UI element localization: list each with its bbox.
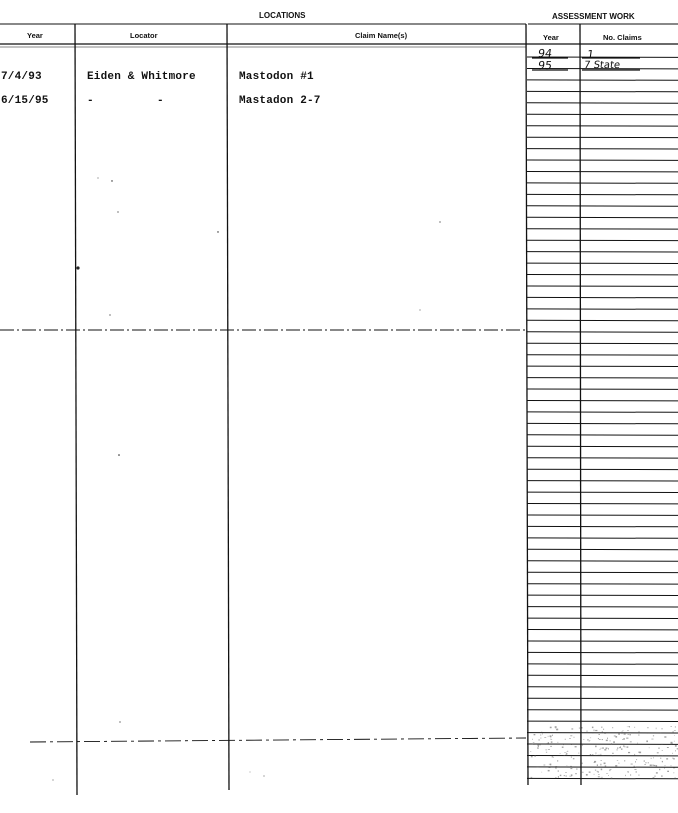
- scan-smudge: [555, 726, 557, 728]
- scan-smudge: [650, 765, 652, 767]
- scan-smudge: [606, 773, 608, 774]
- scan-smudge: [674, 730, 676, 731]
- scan-smudge: [595, 746, 597, 748]
- scan-smudge: [558, 742, 559, 743]
- scan-smudge: [555, 766, 557, 767]
- scan-smudge: [534, 734, 536, 735]
- claim-names-column-header: Claim Name(s): [355, 31, 408, 40]
- scan-smudge: [612, 727, 613, 728]
- scan-smudge: [628, 752, 630, 753]
- scan-smudge: [550, 739, 552, 740]
- scan-smudge: [666, 758, 668, 759]
- scan-smudge: [644, 764, 646, 765]
- scan-smudge: [533, 744, 534, 745]
- location-claim-name: Mastodon #1: [239, 71, 314, 83]
- scan-smudge: [651, 739, 653, 740]
- scan-smudge: [612, 756, 613, 757]
- scan-smudge: [583, 739, 584, 740]
- scan-smudge: [566, 753, 568, 754]
- scan-smudge: [604, 763, 606, 765]
- scan-smudge: [671, 742, 673, 743]
- scan-speck: [119, 721, 120, 722]
- scan-smudge: [596, 755, 597, 756]
- scan-smudge: [562, 747, 564, 748]
- scan-smudge: [675, 745, 677, 747]
- scan-smudge: [541, 738, 542, 739]
- scan-smudge: [626, 738, 628, 739]
- scan-smudge: [595, 770, 596, 771]
- scan-speck: [111, 180, 112, 181]
- scan-smudge: [544, 765, 546, 766]
- scan-smudge: [662, 750, 663, 751]
- scan-smudge: [549, 767, 551, 768]
- scan-speck: [420, 310, 421, 311]
- scan-smudge: [548, 749, 550, 750]
- scan-smudge: [534, 755, 536, 756]
- scan-smudge: [548, 742, 549, 744]
- scan-smudge: [657, 752, 659, 753]
- scan-smudge: [571, 728, 573, 729]
- scan-smudge: [674, 735, 675, 736]
- scan-smudge: [608, 775, 609, 776]
- scan-smudge: [647, 727, 648, 728]
- scan-smudge: [602, 731, 603, 732]
- scan-smudge: [571, 744, 572, 745]
- scan-smudge: [586, 731, 587, 732]
- scan-smudge: [624, 734, 626, 735]
- scan-smudge: [575, 746, 577, 747]
- scan-smudge: [604, 733, 606, 734]
- scan-smudge: [662, 756, 663, 757]
- scan-smudge: [590, 738, 591, 739]
- scan-smudge: [610, 769, 612, 770]
- location-year: 7/4/93: [1, 71, 42, 83]
- scan-smudge: [558, 776, 559, 778]
- scan-smudge: [617, 747, 618, 748]
- scan-smudge: [565, 772, 566, 773]
- scan-smudge: [659, 769, 660, 770]
- scan-smudge: [558, 771, 559, 772]
- scan-smudge: [574, 737, 575, 738]
- scan-smudge: [658, 748, 659, 749]
- scan-smudge: [538, 739, 539, 740]
- scan-smudge: [595, 730, 597, 731]
- scan-smudge: [623, 738, 625, 739]
- scan-smudge: [624, 760, 625, 761]
- scan-smudge: [565, 739, 566, 740]
- scan-smudge: [674, 741, 675, 742]
- scan-smudge: [639, 734, 640, 736]
- scan-smudge: [567, 751, 568, 752]
- scan-smudge: [607, 738, 608, 740]
- scan-smudge: [618, 763, 620, 764]
- scan-speck: [118, 454, 120, 456]
- scan-speck: [109, 314, 110, 315]
- scan-smudge: [658, 756, 659, 757]
- scan-smudge: [620, 746, 621, 747]
- scan-smudge: [611, 743, 612, 744]
- scan-smudge: [627, 771, 628, 772]
- scan-smudge: [624, 747, 626, 748]
- scan-smudge: [555, 777, 556, 778]
- scan-smudge: [579, 753, 580, 754]
- scan-speck: [469, 329, 470, 330]
- scan-smudge: [639, 752, 641, 754]
- scan-smudge: [630, 741, 632, 742]
- scan-smudge: [599, 749, 600, 750]
- scan-smudge: [673, 768, 675, 769]
- scan-smudge: [602, 739, 603, 740]
- scan-smudge: [628, 734, 630, 735]
- scan-smudge: [531, 777, 533, 778]
- scan-smudge: [538, 744, 539, 746]
- scan-smudge: [545, 750, 547, 751]
- scan-smudge: [651, 758, 653, 759]
- scan-smudge: [596, 752, 597, 754]
- scan-smudge: [656, 728, 657, 730]
- scan-smudge: [550, 764, 552, 766]
- scan-smudge: [580, 731, 582, 732]
- scan-smudge: [597, 771, 598, 772]
- scan-smudge: [598, 776, 600, 777]
- assessment-claims-count: 1: [586, 48, 595, 61]
- scan-smudge: [532, 739, 533, 740]
- scan-smudge: [601, 748, 602, 749]
- scan-smudge: [638, 732, 640, 733]
- scan-smudge: [550, 727, 552, 729]
- scan-smudge: [570, 768, 572, 769]
- scan-smudge: [615, 765, 617, 766]
- scan-smudge: [571, 774, 573, 776]
- scan-smudge: [576, 769, 577, 770]
- scan-smudge: [635, 761, 636, 763]
- scan-smudge: [564, 775, 565, 776]
- location-claim-name: Mastadon 2-7: [239, 95, 321, 107]
- scan-smudge: [662, 744, 663, 745]
- scan-smudge: [598, 755, 600, 756]
- scan-smudge: [570, 776, 571, 777]
- scan-smudge: [592, 754, 593, 755]
- scan-smudge: [599, 734, 600, 735]
- scan-smudge: [536, 767, 538, 768]
- scan-smudge: [603, 729, 604, 730]
- scan-smudge: [604, 749, 606, 750]
- scan-smudge: [653, 777, 655, 778]
- scan-smudge: [582, 727, 583, 729]
- scan-smudge: [568, 751, 569, 752]
- scan-smudge: [590, 754, 591, 756]
- scan-speck: [264, 776, 265, 777]
- scan-smudge: [609, 770, 610, 771]
- scan-smudge: [600, 764, 601, 766]
- scan-smudge: [600, 754, 602, 755]
- scan-smudge: [589, 772, 591, 773]
- scan-smudge: [660, 758, 661, 759]
- scan-smudge: [618, 734, 620, 735]
- scan-smudge: [603, 755, 604, 756]
- scan-smudge: [627, 726, 628, 727]
- scan-smudge: [548, 770, 550, 772]
- scan-smudge: [564, 753, 566, 754]
- scan-speck: [457, 330, 458, 331]
- scan-smudge: [553, 757, 554, 758]
- scan-smudge: [594, 762, 596, 763]
- scan-smudge: [612, 753, 614, 754]
- scan-smudge: [654, 765, 656, 766]
- scan-smudge: [530, 751, 531, 752]
- year-column-header: Year: [27, 31, 43, 40]
- scan-smudge: [566, 754, 568, 755]
- scan-smudge: [567, 765, 568, 766]
- scan-smudge: [639, 774, 640, 776]
- scan-smudge: [560, 753, 561, 754]
- scan-smudge: [550, 738, 551, 739]
- scan-smudge: [582, 744, 583, 746]
- scan-speck: [250, 772, 251, 773]
- scan-smudge: [672, 758, 673, 759]
- scan-smudge: [546, 752, 547, 753]
- scan-smudge: [542, 734, 543, 735]
- location-locator-ditto: -: [157, 95, 164, 107]
- scan-smudge: [667, 747, 669, 748]
- scan-speck: [98, 178, 99, 179]
- scan-smudge: [631, 764, 633, 765]
- scan-smudge: [673, 758, 674, 759]
- scan-smudge: [664, 768, 665, 769]
- scan-smudge: [581, 759, 582, 760]
- assessment-year: 94: [537, 47, 553, 60]
- scan-smudge: [531, 756, 533, 757]
- scan-smudge: [571, 756, 572, 757]
- scan-smudge: [586, 774, 588, 776]
- scan-smudge: [592, 727, 594, 729]
- scan-smudge: [541, 772, 542, 773]
- scan-smudge: [634, 766, 635, 767]
- scan-smudge: [541, 732, 542, 733]
- scan-smudge: [589, 741, 590, 742]
- scan-smudge: [570, 776, 571, 777]
- scan-smudge: [598, 774, 600, 775]
- scan-smudge: [628, 726, 629, 727]
- location-locator: Eiden & Whitmore: [87, 71, 196, 83]
- scan-smudge: [550, 735, 552, 737]
- scan-smudge: [606, 748, 608, 749]
- scan-smudge: [611, 778, 613, 780]
- scan-smudge: [598, 738, 599, 739]
- scan-smudge: [605, 765, 607, 766]
- scan-speck: [491, 329, 492, 330]
- no-claims-column-header: No. Claims: [603, 33, 642, 42]
- scan-smudge: [673, 773, 674, 774]
- scan-smudge: [653, 735, 654, 736]
- scan-smudge: [552, 735, 553, 736]
- scan-smudge: [625, 775, 626, 776]
- scan-smudge: [619, 747, 621, 748]
- scan-smudge: [627, 746, 629, 747]
- scan-smudge: [574, 778, 575, 779]
- scan-smudge: [613, 741, 615, 742]
- scan-smudge: [544, 737, 546, 738]
- scan-smudge: [592, 732, 594, 733]
- scan-smudge: [570, 735, 572, 736]
- scan-smudge: [662, 761, 663, 762]
- scan-smudge: [652, 765, 653, 766]
- scan-smudge: [564, 755, 566, 756]
- scan-smudge: [566, 775, 567, 776]
- scan-smudge: [555, 728, 556, 729]
- scan-smudge: [555, 767, 557, 768]
- scan-smudge: [675, 726, 676, 727]
- scan-smudge: [653, 757, 654, 758]
- assessment-claims-count: 7 State: [583, 60, 621, 71]
- scan-smudge: [550, 746, 552, 747]
- scan-smudge: [622, 731, 623, 732]
- scan-smudge: [594, 761, 596, 763]
- scan-speck: [117, 211, 118, 212]
- scan-smudge: [537, 747, 539, 748]
- scan-smudge: [661, 729, 663, 730]
- scan-smudge: [594, 730, 595, 732]
- scan-smudge: [630, 734, 632, 735]
- scan-smudge: [569, 738, 571, 739]
- location-locator: -: [87, 95, 94, 107]
- scan-smudge: [547, 743, 548, 744]
- scan-smudge: [675, 750, 676, 752]
- scan-smudge: [615, 736, 617, 738]
- scan-smudge: [599, 739, 601, 740]
- scan-smudge: [548, 736, 549, 737]
- scan-smudge: [587, 739, 588, 741]
- scan-smudge: [557, 760, 558, 761]
- scan-smudge: [589, 740, 591, 741]
- scan-smudge: [563, 744, 564, 745]
- scan-smudge: [646, 741, 648, 743]
- scan-smudge: [648, 762, 649, 763]
- scan-smudge: [551, 741, 553, 742]
- scan-smudge: [630, 774, 631, 775]
- scan-smudge: [622, 733, 623, 734]
- scan-smudge: [661, 775, 662, 777]
- scan-smudge: [597, 764, 598, 766]
- scan-smudge: [636, 771, 637, 772]
- scan-smudge: [670, 743, 672, 744]
- scan-smudge: [646, 762, 647, 763]
- scan-speck: [217, 231, 218, 232]
- scan-smudge: [573, 758, 575, 759]
- scan-smudge: [582, 772, 584, 773]
- scan-smudge: [602, 747, 603, 749]
- scan-smudge: [656, 772, 658, 773]
- scan-smudge: [671, 726, 672, 727]
- scan-smudge: [594, 774, 595, 775]
- scan-smudge: [647, 733, 648, 734]
- scan-smudge: [606, 740, 608, 741]
- scan-smudge: [575, 773, 577, 774]
- scan-smudge: [601, 727, 602, 729]
- assessment-work-heading: ASSESSMENT WORK: [552, 12, 635, 21]
- scan-smudge: [665, 765, 666, 766]
- scan-smudge: [672, 753, 673, 754]
- scan-smudge: [656, 765, 658, 767]
- scan-speck: [76, 266, 79, 269]
- scan-smudge: [570, 766, 572, 768]
- scan-speck: [439, 221, 440, 222]
- scan-smudge: [621, 748, 622, 750]
- scan-smudge: [636, 759, 637, 760]
- scan-smudge: [644, 761, 645, 762]
- scan-smudge: [534, 744, 536, 745]
- scan-smudge: [654, 776, 655, 777]
- scan-smudge: [601, 760, 602, 761]
- scan-smudge: [573, 732, 574, 733]
- scan-speck: [53, 780, 54, 781]
- location-year: 6/15/95: [1, 95, 49, 107]
- scan-smudge: [637, 743, 638, 744]
- scan-smudge: [622, 731, 623, 732]
- scan-smudge: [601, 769, 603, 771]
- scan-smudge: [664, 736, 666, 737]
- scan-smudge: [617, 760, 618, 761]
- aw-year-column-header: Year: [543, 33, 559, 42]
- assessment-year: 95: [537, 59, 553, 72]
- scan-smudge: [579, 727, 580, 728]
- scan-smudge: [608, 748, 609, 750]
- scan-smudge: [540, 734, 541, 735]
- scan-smudge: [540, 745, 541, 746]
- scan-smudge: [634, 727, 635, 728]
- scan-smudge: [610, 741, 611, 742]
- scan-smudge: [671, 765, 672, 766]
- scan-smudge: [560, 775, 562, 776]
- scan-smudge: [552, 756, 554, 757]
- scan-smudge: [533, 742, 535, 743]
- scan-smudge: [675, 777, 676, 778]
- scan-smudge: [634, 769, 636, 770]
- scan-smudge: [598, 771, 600, 772]
- scan-smudge: [601, 777, 603, 778]
- locator-column-header: Locator: [130, 31, 158, 40]
- scan-smudge: [649, 747, 650, 748]
- scan-smudge: [672, 732, 673, 734]
- scan-smudge: [581, 763, 583, 765]
- scan-smudge: [617, 749, 618, 751]
- locations-heading: LOCATIONS: [259, 11, 306, 20]
- scan-smudge: [667, 771, 669, 772]
- scan-smudge: [634, 754, 635, 755]
- scan-smudge: [556, 729, 558, 731]
- scan-smudge: [660, 733, 661, 734]
- scan-smudge: [627, 730, 628, 731]
